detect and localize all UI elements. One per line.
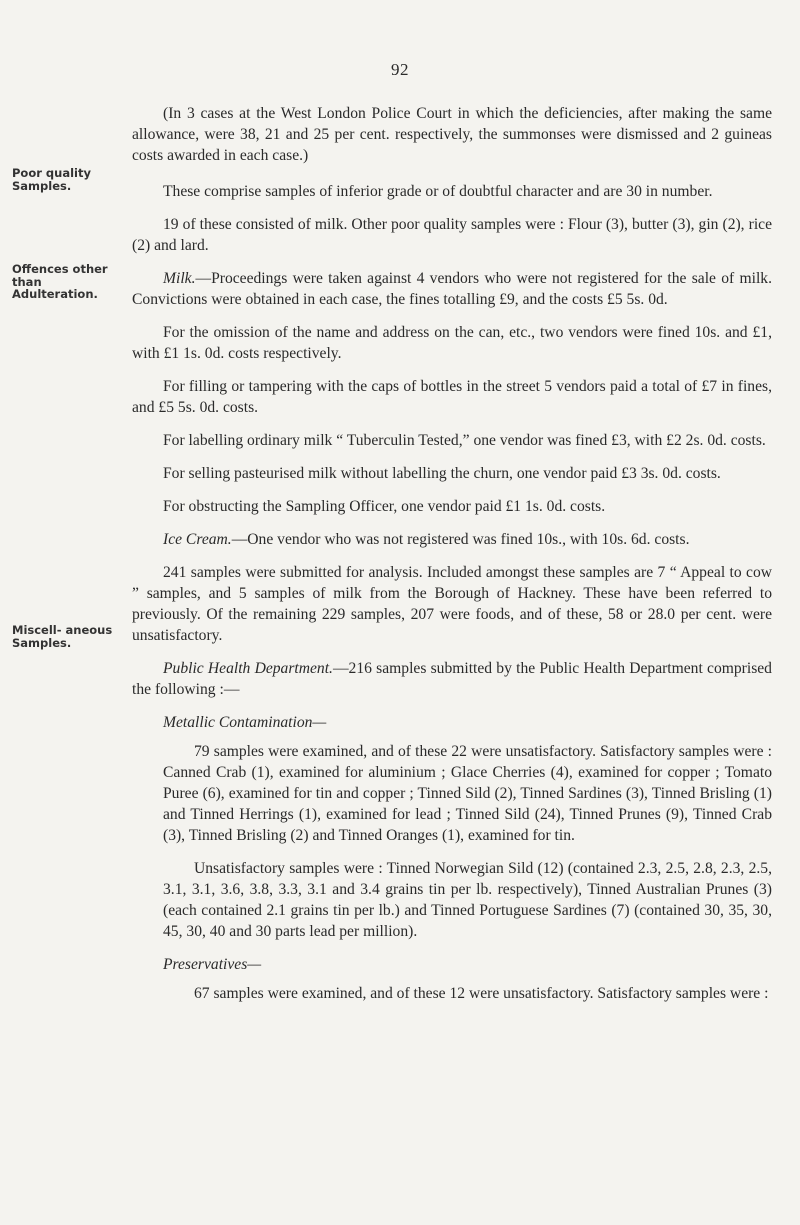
paragraph-milk-proceedings: [132, 268, 772, 310]
margin-note-offences: Offences other than Adulteration.: [12, 262, 108, 301]
paragraph-pasteurised: For selling pasteurised milk without labelling the churn, one vendor paid £3 3s. 0d. costs.: [163, 465, 721, 482]
margin-note-miscellaneous: Miscell- aneous Samples.: [12, 623, 113, 650]
ice-cream-lead: Ice Cream.: [163, 531, 232, 548]
paragraph-ice-cream: [132, 529, 772, 550]
milk-text: —Proceedings were taken against 4 vendors who were not registered for the sale of milk. Convictions were obtained in each case, the fines totalling £9, and the costs £5 5s. 0d.: [132, 270, 772, 308]
paragraph-poor-quality-detail: 19 of these consisted of milk. Other poor quality samples were : Flour (3), butter (3), gin (2), rice (2) and lard.: [132, 216, 772, 254]
paragraph-miscellaneous-samples: 241 samples were submitted for analysis. Included amongst these samples are 7 “ Appeal to cow ” samples, and 5 samples of milk from the Borough of Hackney. These have been referred to previously. Of the remaining 229 samples, 207 were foods, and of these, 58 or 28.0 per cent. were unsatisfactory.: [132, 564, 772, 644]
margin-note-poor-quality: Poor quality Samples.: [12, 166, 91, 193]
paragraph-tampering: For filling or tampering with the caps of bottles in the street 5 vendors paid a total of £7 in fines, and £5 5s. 0d. costs.: [132, 378, 772, 416]
public-health-text: —216 samples submitted by the Public Health Department comprised the following :—: [132, 660, 772, 698]
paragraph-public-health: [132, 658, 772, 700]
ice-cream-text: —One vendor who was not registered was fined 10s., with 10s. 6d. costs.: [231, 531, 690, 548]
body-text: [132, 103, 772, 1016]
heading-metallic-contamination: Metallic Contamination—: [163, 714, 327, 731]
paragraph-court-cases: (In 3 cases at the West London Police Court in which the deficiencies, after making the same allowance, were 38, 21 and 25 per cent. respectively, the summonses were dismissed and 2 guineas costs awarded in each case.): [132, 105, 772, 164]
paragraph-metallic-unsatisfactory: Unsatisfactory samples were : Tinned Norwegian Sild (12) (contained 2.3, 2.5, 2.8, 2.3, 2.5, 3.1, 3.1, 3.6, 3.8, 3.3, 3.1 and 3.4 grains tin per lb. respectively), Tinned Australian Prunes (3) (each contained 2.1 grains tin per lb.) and Tinned Portuguese Sardines (7) (contained 30, 35, 30, 45, 30, 40 and 30 parts lead per million).: [163, 860, 772, 940]
paragraph-obstructing: For obstructing the Sampling Officer, one vendor paid £1 1s. 0d. costs.: [163, 498, 606, 515]
heading-preservatives: Preservatives—: [163, 956, 262, 973]
paragraph-metallic-satisfactory: 79 samples were examined, and of these 22 were unsatisfactory. Satisfactory samples were : Canned Crab (1), examined for aluminium ; Glace Cherries (4), examined for copper ; Tomato Puree (6), examined for tin and copper ; Tinned Sild (2), Tinned Sardines (3), Tinned Brisling (1) and Tinned Herrings (1), examined for lead ; Tinned Sild (24), Tinned Prunes (9), Tinned Crab (3), Tinned Brisling (2) and Tinned Oranges (1), examined for tin.: [163, 743, 772, 844]
paragraph-labelling: For labelling ordinary milk “ Tuberculin Tested,” one vendor was fined £3, with £2 2s. 0d. costs.: [163, 432, 766, 449]
public-health-lead: Public Health Department.: [163, 660, 333, 677]
paragraph-omission: For the omission of the name and address on the can, etc., two vendors were fined 10s. and £1, with £1 1s. 0d. costs respectively.: [132, 324, 772, 362]
paragraph-preservatives: 67 samples were examined, and of these 12 were unsatisfactory. Satisfactory samples were :: [194, 985, 769, 1002]
page-number: 92: [391, 60, 409, 79]
paragraph-poor-quality-intro: These comprise samples of inferior grade or of doubtful character and are 30 in number.: [163, 183, 713, 200]
milk-lead: Milk.: [163, 270, 196, 287]
